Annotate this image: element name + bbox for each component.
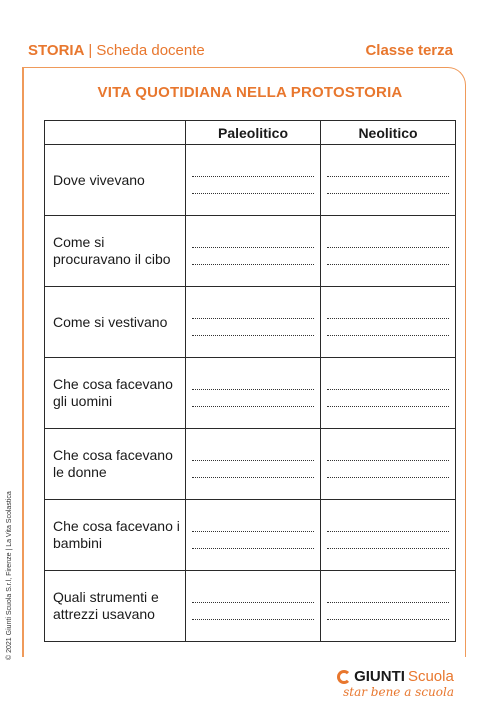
- dotted-answer-line: [192, 521, 314, 532]
- table-row: [45, 358, 456, 429]
- dotted-answer-line: [192, 467, 314, 478]
- dotted-answer-line: [327, 254, 449, 265]
- giunti-g-icon: [337, 670, 351, 684]
- dotted-answer-line: [192, 325, 314, 336]
- table-corner-cell: [45, 121, 186, 145]
- brand-main: GIUNTI: [354, 668, 405, 685]
- page-frame-left-border: [22, 67, 24, 657]
- dotted-answer-line: [327, 325, 449, 336]
- dotted-answer-line: [327, 183, 449, 194]
- subject-label: STORIA: [28, 42, 85, 59]
- page-header: [28, 42, 205, 60]
- dotted-answer-line: [327, 609, 449, 620]
- table-row: [45, 500, 456, 571]
- dotted-answer-line: [192, 538, 314, 549]
- dotted-answer-line: [192, 592, 314, 603]
- dotted-answer-line: [327, 521, 449, 532]
- sheet-kind-label: Scheda docente: [96, 42, 205, 59]
- brand-sub: Scuola: [407, 668, 454, 685]
- dotted-answer-line: [327, 308, 449, 319]
- answer-cell-paleolitico[interactable]: [186, 500, 321, 571]
- row-label: Quali strumenti e attrezzi usavano: [45, 571, 186, 642]
- dotted-answer-line: [327, 538, 449, 549]
- row-label: Che cosa facevano gli uomini: [45, 358, 186, 429]
- dotted-answer-line: [327, 467, 449, 478]
- answer-cell-neolitico[interactable]: [321, 287, 456, 358]
- dotted-answer-line: [192, 308, 314, 319]
- dotted-answer-line: [327, 166, 449, 177]
- answer-cell-neolitico[interactable]: [321, 500, 456, 571]
- answer-cell-neolitico[interactable]: [321, 216, 456, 287]
- answer-cell-paleolitico[interactable]: [186, 216, 321, 287]
- answer-cell-neolitico[interactable]: [321, 429, 456, 500]
- dotted-answer-line: [192, 237, 314, 248]
- dotted-answer-line: [192, 450, 314, 461]
- answer-cell-paleolitico[interactable]: [186, 287, 321, 358]
- column-header-neolitico: Neolitico: [321, 121, 456, 145]
- brand-wordmark: [337, 668, 454, 685]
- table-row: [45, 145, 456, 216]
- table-row: [45, 571, 456, 642]
- header-separator: |: [88, 42, 93, 59]
- answer-cell-neolitico[interactable]: [321, 358, 456, 429]
- table-row: [45, 287, 456, 358]
- answer-cell-paleolitico[interactable]: [186, 571, 321, 642]
- answer-cell-paleolitico[interactable]: [186, 429, 321, 500]
- dotted-answer-line: [327, 237, 449, 248]
- table-row: [45, 216, 456, 287]
- answer-cell-paleolitico[interactable]: [186, 358, 321, 429]
- dotted-answer-line: [327, 592, 449, 603]
- dotted-answer-line: [327, 450, 449, 461]
- grade-label: Classe terza: [365, 42, 453, 59]
- table-header-row: [45, 121, 456, 145]
- row-label: Dove vivevano: [45, 145, 186, 216]
- brand-tagline: star bene a scuola: [343, 685, 454, 699]
- answer-cell-paleolitico[interactable]: [186, 145, 321, 216]
- answer-cell-neolitico[interactable]: [321, 145, 456, 216]
- dotted-answer-line: [192, 379, 314, 390]
- column-header-paleolitico: Paleolitico: [186, 121, 321, 145]
- dotted-answer-line: [192, 254, 314, 265]
- row-label: Come si vestivano: [45, 287, 186, 358]
- dotted-answer-line: [192, 183, 314, 194]
- row-label: Come si procuravano il cibo: [45, 216, 186, 287]
- table-row: [45, 429, 456, 500]
- worksheet-title: VITA QUOTIDIANA NELLA PROTOSTORIA: [97, 84, 403, 101]
- dotted-answer-line: [327, 396, 449, 407]
- row-label: Che cosa facevano i bambini: [45, 500, 186, 571]
- row-label: Che cosa facevano le donne: [45, 429, 186, 500]
- dotted-answer-line: [327, 379, 449, 390]
- comparison-table: [44, 120, 456, 642]
- publisher-logo: [337, 668, 454, 699]
- copyright-notice: © 2021 Giunti Scuola S.r.l, Firenze | La Vita Scolastica: [6, 491, 13, 660]
- dotted-answer-line: [192, 396, 314, 407]
- dotted-answer-line: [192, 609, 314, 620]
- dotted-answer-line: [192, 166, 314, 177]
- answer-cell-neolitico[interactable]: [321, 571, 456, 642]
